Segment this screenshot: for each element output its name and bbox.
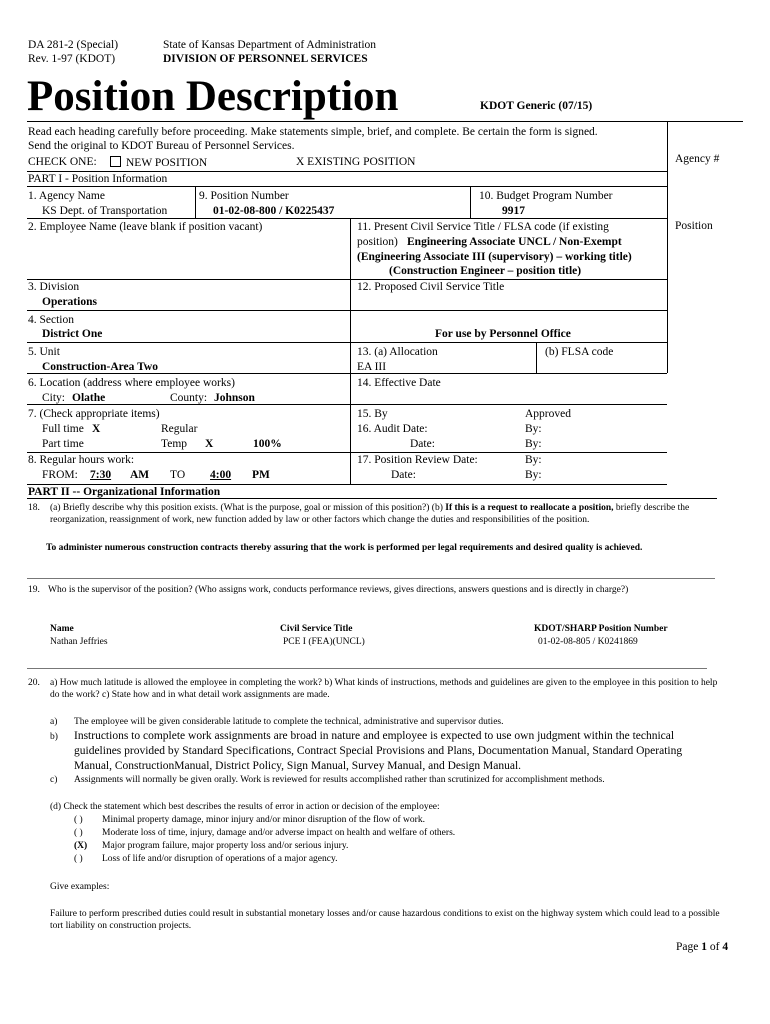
regular-label: Regular	[161, 423, 198, 435]
rule	[27, 218, 667, 219]
approved-label: Approved	[525, 408, 571, 420]
civil-service-value: Engineering Associate UNCL / Non-Exempt	[407, 236, 622, 248]
page-current: 1	[701, 941, 707, 953]
division-label: 3. Division	[28, 281, 80, 293]
checkbox-icon	[110, 156, 121, 167]
page-title: Position Description	[27, 73, 399, 120]
q18-text: (a) Briefly describe why this position exists. (What is the purpose, goal or mission of this position?) (b)	[50, 503, 446, 513]
supervisor-number-header: KDOT/SHARP Position Number	[534, 624, 668, 634]
rule	[536, 342, 537, 373]
county-value: Johnson	[214, 392, 255, 404]
allocation-value: EA III	[357, 361, 387, 373]
rule	[350, 373, 667, 374]
division-name: DIVISION OF PERSONNEL SERVICES	[163, 53, 368, 65]
form-revision: Rev. 1-97 (KDOT)	[28, 53, 116, 65]
rule	[27, 452, 667, 453]
q18-text-rest: briefly describe the reorganization, reassignment of work, new function added by law or other factors which change the duties and responsibilities of the position.	[50, 503, 690, 525]
option-2-text: Moderate loss of time, injury, damage and/or adverse impact on health and welfare of others.	[102, 828, 456, 838]
rule	[27, 310, 667, 311]
flsa-code-label: (b) FLSA code	[545, 346, 614, 358]
page-of: of	[706, 941, 723, 953]
rule	[27, 404, 667, 405]
page-number	[676, 941, 728, 954]
civil-service-label-cont: position)	[357, 236, 398, 248]
agency-name-label: 1. Agency Name	[28, 190, 105, 202]
rule	[27, 121, 667, 122]
position-title: (Construction Engineer – position title)	[389, 265, 582, 277]
part2-heading: PART II -- Organizational Information	[28, 486, 221, 498]
from-value: 7:30	[90, 469, 112, 481]
rule	[27, 171, 667, 172]
q18-question	[50, 502, 720, 526]
allocation-label: 13. (a) Allocation	[357, 346, 438, 358]
check-items-label: 7. (Check appropriate items)	[28, 408, 160, 420]
supervisor-title-header: Civil Service Title	[280, 624, 353, 634]
page-total: 4	[722, 941, 729, 953]
unit-value: Construction-Area Two	[42, 361, 158, 373]
position-side-label: Position	[675, 220, 713, 232]
audit-by-label: By:	[525, 423, 542, 435]
county-label: County:	[170, 392, 208, 404]
review-date-field: Date:	[391, 469, 416, 481]
page-prefix: Page	[676, 941, 702, 953]
personnel-office-label: For use by Personnel Office	[435, 328, 571, 340]
section-value: District One	[42, 328, 103, 340]
city-label: City:	[42, 392, 66, 404]
rule	[27, 279, 667, 280]
answer-b-label: b)	[50, 732, 58, 742]
hours-label: 8. Regular hours work:	[28, 454, 135, 466]
answer-c-label: c)	[50, 775, 58, 785]
to-label: TO	[170, 469, 186, 481]
rule	[350, 218, 351, 484]
unit-label: 5. Unit	[28, 346, 60, 358]
rule	[667, 342, 668, 373]
agency-number-label: Agency #	[675, 153, 720, 165]
review-by-label: By:	[525, 454, 542, 466]
give-examples-label: Give examples:	[50, 882, 110, 892]
form-id: DA 281-2 (Special)	[28, 39, 119, 51]
date-by-label: By:	[525, 438, 542, 450]
proposed-title-label: 12. Proposed Civil Service Title	[357, 281, 505, 293]
q19-question: Who is the supervisor of the position? (Who assigns work, conducts performance reviews, gives directions, answers questions and is directly in charge?)	[48, 585, 629, 595]
rule	[667, 121, 668, 343]
section-label: 4. Section	[28, 314, 74, 326]
by-label: 15. By	[357, 408, 388, 420]
working-title: (Engineering Associate III (supervisory) – working title)	[357, 251, 632, 263]
q18-number: 18.	[28, 503, 40, 513]
option-1-mark[interactable]: ( )	[74, 815, 83, 825]
am-label: AM	[130, 469, 150, 481]
answer-a-label: a)	[50, 717, 58, 727]
effective-date-label: 14. Effective Date	[357, 377, 441, 389]
budget-program-value: 9917	[502, 205, 525, 217]
position-number-value: 01-02-08-800 / K0225437	[213, 205, 335, 217]
examples-text: Failure to perform prescribed duties could result in substantial monetary losses and/or cause hazardous conditions to exist on the highway system which could lead to a possible tort liability on construction projects.	[50, 909, 720, 931]
location-label: 6. Location (address where employee works)	[28, 377, 235, 389]
answer-a-text: The employee will be given considerable latitude to complete the technical, administrative and supervisor duties.	[74, 717, 504, 727]
option-1-text: Minimal property damage, minor injury and/or minor disruption of the flow of work.	[102, 815, 425, 825]
option-4-mark[interactable]: ( )	[74, 854, 83, 864]
q20-number: 20.	[28, 678, 40, 688]
supervisor-title: PCE I (FEA)(UNCL)	[283, 637, 365, 647]
position-number-label: 9. Position Number	[199, 190, 289, 202]
rule	[27, 186, 667, 187]
final-by-label: By:	[525, 469, 542, 481]
existing-position-option[interactable]: X EXISTING POSITION	[296, 156, 416, 168]
q20-question: a) How much latitude is allowed the employee in completing the work? b) What kinds of instructions, methods and guidelines are given to the employee in this position to help do the work? c) State how and in what detail work assignments are made.	[50, 678, 718, 700]
part-time-label: Part time	[42, 438, 84, 450]
percent-value: 100%	[253, 438, 282, 450]
intro-instructions: Read each heading carefully before proceeding. Make statements simple, brief, and complete. Be certain the form is signed.	[28, 126, 598, 138]
audit-date-field: Date:	[410, 438, 435, 450]
supervisor-name: Nathan Jeffries	[50, 637, 108, 647]
agency-name-value: KS Dept. of Transportation	[42, 205, 168, 217]
division-value: Operations	[42, 296, 97, 308]
budget-program-label: 10. Budget Program Number	[479, 190, 613, 202]
generic-version: KDOT Generic (07/15)	[480, 100, 593, 112]
q20d-question: (d) Check the statement which best describes the results of error in action or decision of the employee:	[50, 802, 440, 812]
civil-service-label: 11. Present Civil Service Title / FLSA code (if existing	[357, 221, 609, 233]
full-time-label: Full time	[42, 423, 84, 435]
full-time-mark[interactable]: X	[92, 423, 101, 435]
option-2-mark[interactable]: ( )	[74, 828, 83, 838]
rule	[27, 668, 707, 669]
option-3-mark[interactable]: (X)	[74, 841, 88, 851]
supervisor-number: 01-02-08-805 / K0241869	[538, 637, 638, 647]
q19-number: 19.	[28, 585, 40, 595]
check-one-label: CHECK ONE:	[28, 156, 97, 168]
intro-send-original: Send the original to KDOT Bureau of Personnel Services.	[28, 140, 295, 152]
q18-answer: To administer numerous construction contracts thereby assuring that the work is performed per legal requirements and desired quality is achieved.	[46, 543, 643, 553]
audit-date-label: 16. Audit Date:	[357, 423, 428, 435]
new-position-checkbox[interactable]	[110, 156, 207, 170]
rule	[27, 578, 715, 579]
city-value: Olathe	[72, 392, 106, 404]
review-date-label: 17. Position Review Date:	[357, 454, 478, 466]
employee-name-label: 2. Employee Name (leave blank if position vacant)	[28, 221, 263, 233]
rule	[470, 186, 471, 218]
q18-reallocate-text: If this is a request to reallocate a position,	[445, 503, 614, 513]
new-position-label: NEW POSITION	[126, 157, 208, 169]
answer-b-text: Instructions to complete work assignments are broad in nature and employee is expected to use own judgment within the technical guidelines provided by Standard Specifications, Contract Special Provisions and Plans, Documentation Manual, Standard Operating Manual, ConstructionManual, District Policy, Sign Manual, Survey Manual, and Design Manual.	[74, 730, 683, 772]
pm-label: PM	[252, 469, 270, 481]
supervisor-name-header: Name	[50, 624, 74, 634]
rule	[667, 121, 743, 122]
rule	[27, 484, 667, 485]
temp-label: Temp	[161, 438, 188, 450]
temp-mark[interactable]: X	[205, 438, 214, 450]
option-4-text: Loss of life and/or disruption of operations of a major agency.	[102, 854, 338, 864]
from-label: FROM:	[42, 469, 78, 481]
rule	[27, 342, 667, 343]
part1-heading: PART I - Position Information	[28, 173, 168, 185]
answer-c-text: Assignments will normally be given orally. Work is reviewed for results accomplished rather than scrutinized for accomplishment methods.	[74, 775, 605, 785]
option-3-text: Major program failure, major property loss and/or serious injury.	[102, 841, 349, 851]
to-value: 4:00	[210, 469, 232, 481]
agency-line: State of Kansas Department of Administration	[163, 39, 377, 51]
rule	[195, 186, 196, 218]
